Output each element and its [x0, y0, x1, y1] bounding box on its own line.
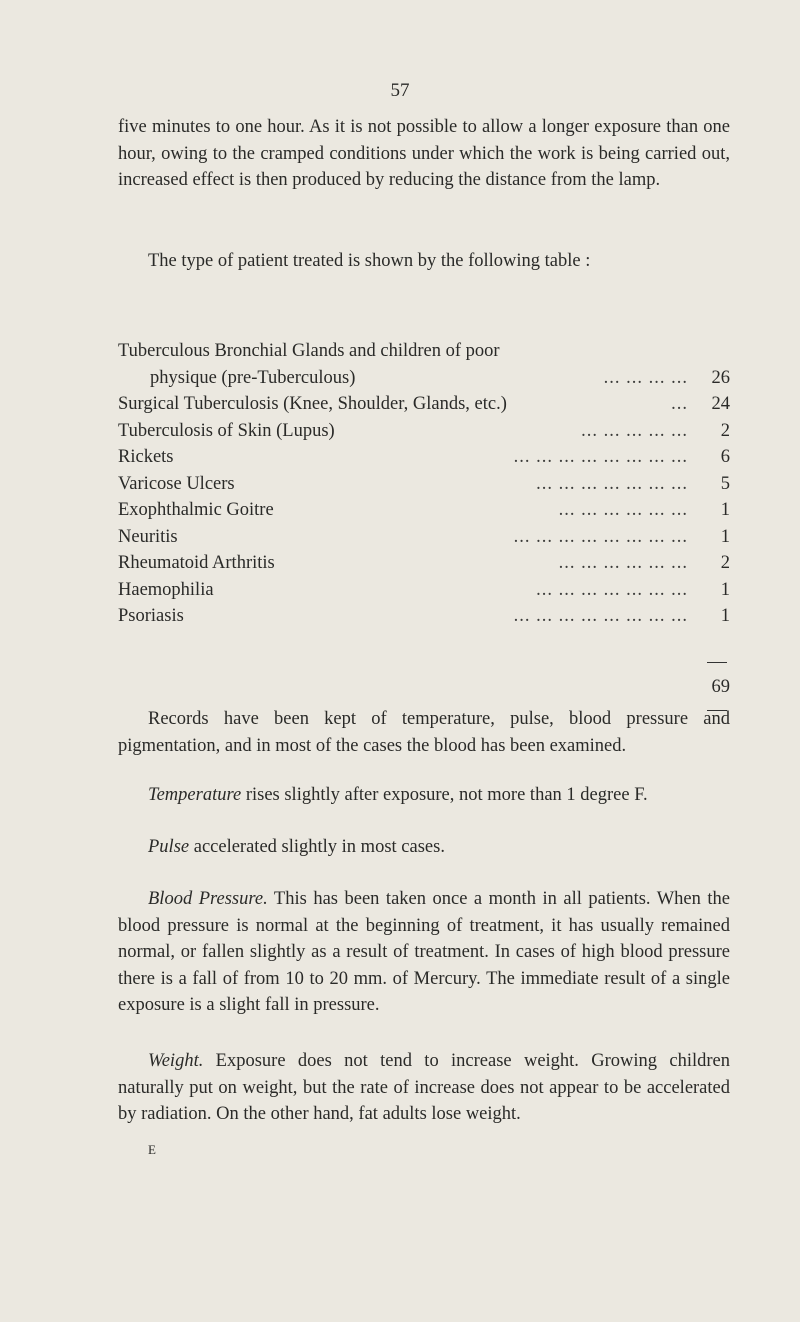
row-count: 2: [720, 553, 730, 573]
table-row: [118, 338, 730, 365]
sum-rule-top: [707, 662, 727, 663]
row-label: Tuberculous Bronchial Glands and children of poor: [118, 341, 500, 361]
paragraph-exposure: five minutes to one hour. As it is not possible to allow a longer exposure than one hour, owing to the cramped conditions under which the work is being carried out, increased effect is then produced by reducing the distance from the lamp.: [118, 117, 730, 190]
table-row: [118, 550, 730, 577]
row-count: 26: [711, 367, 730, 388]
leader-dots: ... ... ... ... ... ... ...: [536, 473, 688, 494]
row-count: 24: [711, 394, 730, 414]
row-count: 1: [720, 579, 730, 600]
leader-dots: ... ... ... ... ... ... ... ...: [513, 447, 688, 467]
leader-dots: ... ... ... ...: [603, 367, 688, 388]
leader-dots: ... ... ... ... ... ... ... ...: [513, 606, 688, 626]
leader-dots: ... ... ... ... ... ...: [558, 553, 688, 573]
paragraph-weight: [118, 1048, 730, 1128]
weight-heading: Weight.: [148, 1051, 204, 1071]
leader-dots: ... ... ... ... ... ... ... ...: [513, 526, 688, 547]
blood-pressure-text: This has been taken once a month in all patients. When the blood pressure is normal at the beginning of treatment, it has usually remained normal, or fallen slightly as a result of treatment. In cases of high blood pressure there is a fall of from 10 to 20 mm. of Mercury. The immediate result of a single exposure is a slight fall in pressure.: [118, 889, 730, 1015]
table-row: [118, 497, 730, 524]
row-count: 2: [720, 420, 730, 441]
table-row: [118, 391, 730, 418]
paragraph-blood-pressure: [118, 886, 730, 1019]
table-row: [118, 444, 730, 471]
table-row: [118, 418, 730, 445]
signature-mark: E: [148, 1142, 156, 1157]
pulse-text: accelerated slightly in most cases.: [189, 837, 445, 857]
table-row: [118, 577, 730, 604]
leader-dots: ... ... ... ... ... ...: [558, 500, 688, 520]
paragraph-table-intro: The type of patient treated is shown by the following table :: [148, 251, 591, 271]
row-count: 1: [720, 606, 730, 626]
temperature-text: rises slightly after exposure, not more than 1 degree F.: [241, 785, 648, 805]
row-label: Tuberculosis of Skin (Lupus): [118, 420, 335, 441]
row-count: 6: [720, 447, 730, 467]
weight-text: Exposure does not tend to increase weight. Growing children naturally put on weight, but the rate of increase does not appear to be accelerated by radiation. On the other hand, fat adults lose weight.: [118, 1051, 730, 1124]
row-count: 1: [720, 500, 730, 520]
paragraph-records: Records have been kept of temperature, pulse, blood pressure and pigmentation, and in most of the cases the blood has been examined.: [118, 709, 730, 756]
temperature-heading: Temperature: [148, 785, 242, 805]
total-count: 69: [711, 677, 730, 697]
row-label-continued: physique (pre-Tuberculous): [150, 367, 356, 388]
table-row: [118, 603, 730, 630]
table-row: [118, 365, 730, 392]
leader-dots: ...: [671, 394, 688, 414]
row-label: Varicose Ulcers: [118, 473, 235, 494]
table-row: [118, 524, 730, 551]
row-label: Psoriasis: [118, 606, 184, 626]
pulse-heading: Pulse: [148, 837, 190, 857]
row-label: Surgical Tuberculosis (Knee, Shoulder, Glands, etc.): [118, 394, 507, 414]
row-label: Rheumatoid Arthritis: [118, 553, 275, 573]
row-count: 5: [720, 473, 730, 494]
table-row: [118, 471, 730, 498]
row-label: Exophthalmic Goitre: [118, 500, 274, 520]
row-count: 1: [720, 526, 730, 547]
paragraph-pulse: [118, 834, 730, 861]
patient-type-table: [118, 338, 730, 697]
row-label: Rickets: [118, 447, 174, 467]
row-label: Haemophilia: [118, 579, 214, 600]
blood-pressure-heading: Blood Pressure.: [148, 889, 268, 909]
leader-dots: ... ... ... ... ... ... ...: [536, 579, 688, 600]
total-row: [118, 674, 730, 701]
page-number: 57: [390, 80, 410, 101]
row-label: Neuritis: [118, 526, 178, 547]
leader-dots: ... ... ... ... ...: [581, 420, 688, 441]
paragraph-temperature: [118, 782, 730, 809]
